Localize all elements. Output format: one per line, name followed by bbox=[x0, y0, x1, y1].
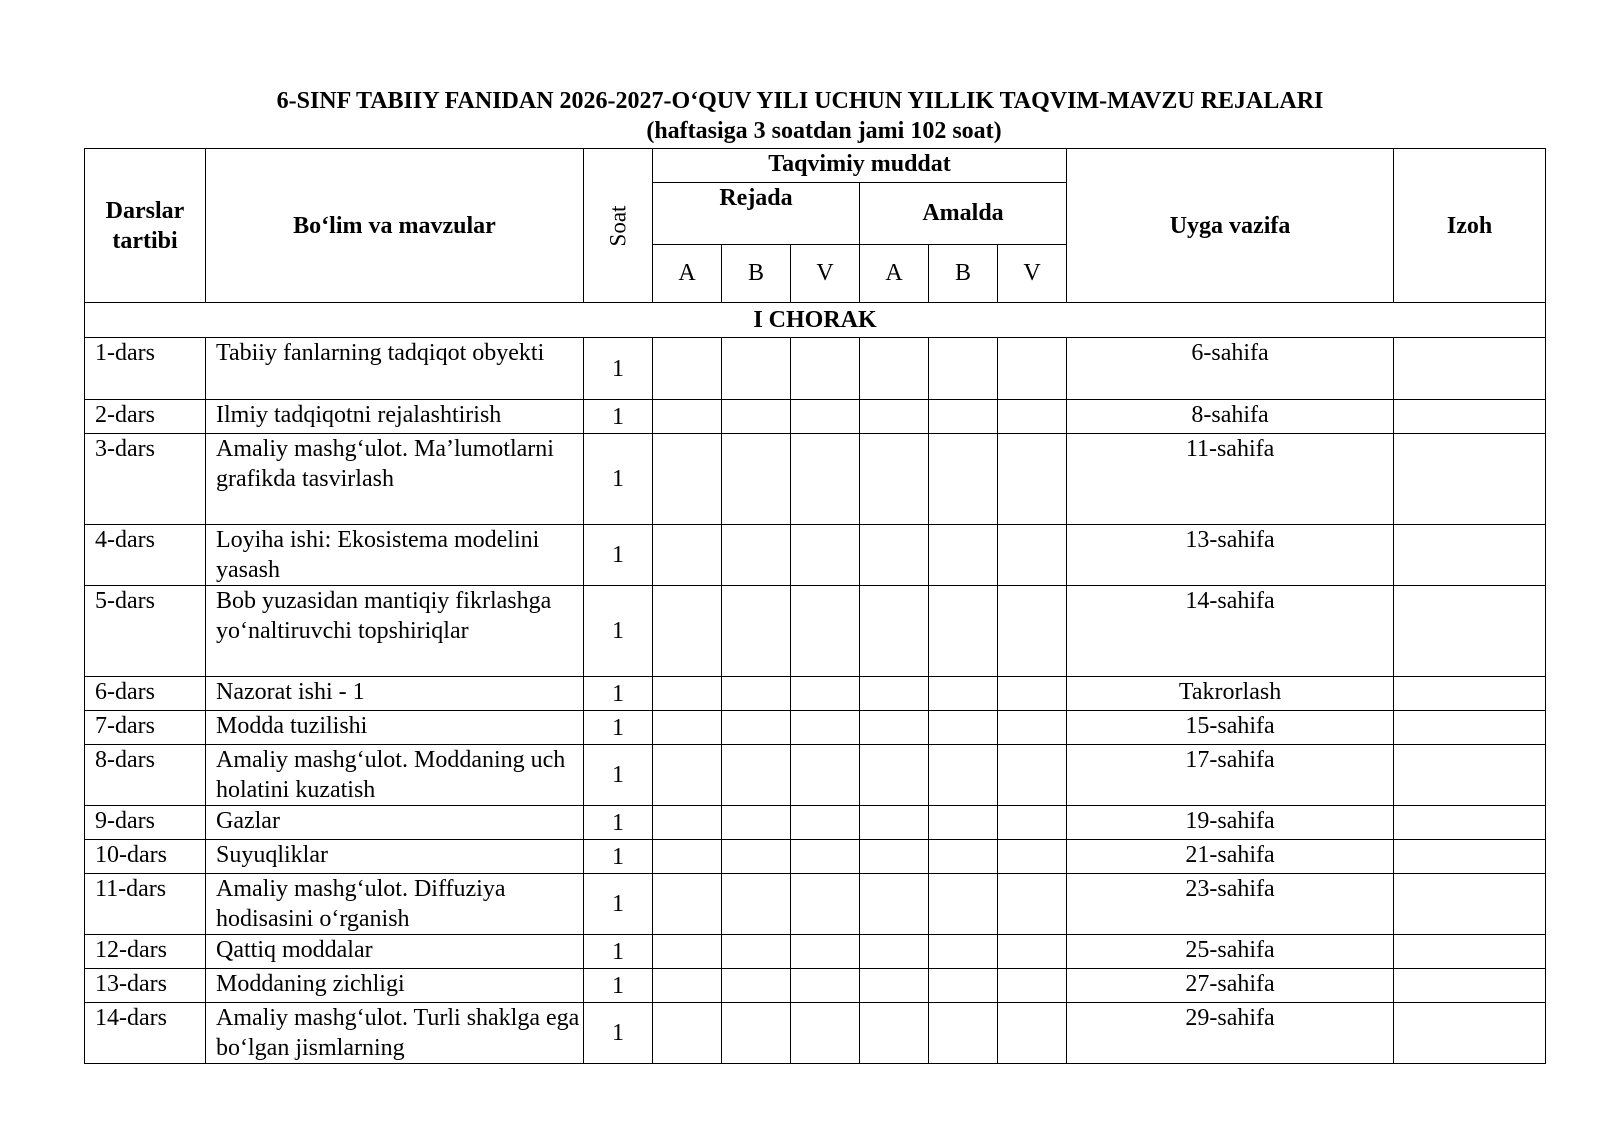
date-cell-planned-a bbox=[653, 586, 722, 677]
date-cell-actual-a bbox=[860, 745, 929, 806]
date-cell-actual-v bbox=[998, 711, 1067, 745]
date-cell-planned-v bbox=[791, 840, 860, 874]
date-cell-actual-a bbox=[860, 338, 929, 400]
lesson-number: 5-dars bbox=[85, 586, 206, 677]
date-cell-planned-b bbox=[722, 711, 791, 745]
date-cell-actual-b bbox=[929, 840, 998, 874]
table-row bbox=[85, 586, 1546, 677]
date-cell-actual-b bbox=[929, 586, 998, 677]
date-cell-planned-b bbox=[722, 745, 791, 806]
date-cell-planned-b bbox=[722, 969, 791, 1003]
date-cell-planned-a bbox=[653, 434, 722, 525]
lesson-topic: Loyiha ishi: Ekosistema modelini yasash bbox=[206, 525, 584, 586]
date-cell-planned-v bbox=[791, 400, 860, 434]
lesson-hours: 1 bbox=[584, 338, 653, 400]
lesson-homework: 17-sahifa bbox=[1067, 745, 1394, 806]
header-hours-label: Soat bbox=[604, 205, 630, 246]
date-cell-planned-a bbox=[653, 874, 722, 935]
lesson-homework: 6-sahifa bbox=[1067, 338, 1394, 400]
date-cell-actual-a bbox=[860, 434, 929, 525]
date-cell-actual-v bbox=[998, 338, 1067, 400]
date-cell-planned-a bbox=[653, 525, 722, 586]
date-cell-actual-a bbox=[860, 935, 929, 969]
lesson-homework: 14-sahifa bbox=[1067, 586, 1394, 677]
date-cell-actual-v bbox=[998, 806, 1067, 840]
lesson-hours: 1 bbox=[584, 745, 653, 806]
date-cell-planned-a bbox=[653, 400, 722, 434]
lesson-number: 2-dars bbox=[85, 400, 206, 434]
table-row bbox=[85, 711, 1546, 745]
section-heading: I CHORAK bbox=[85, 303, 1546, 338]
lesson-topic: Amaliy mashg‘ulot. Ma’lumotlarni grafikda tasvirlash bbox=[206, 434, 584, 525]
header-schedule: Taqvimiy muddat bbox=[653, 149, 1067, 183]
lesson-topic: Tabiiy fanlarning tadqiqot obyekti bbox=[206, 338, 584, 400]
table-header bbox=[85, 149, 1546, 303]
lesson-homework: 21-sahifa bbox=[1067, 840, 1394, 874]
lesson-homework: 27-sahifa bbox=[1067, 969, 1394, 1003]
lesson-number: 10-dars bbox=[85, 840, 206, 874]
document-subtitle: (haftasiga 3 soatdan jami 102 soat) bbox=[646, 118, 1002, 144]
lesson-homework: 11-sahifa bbox=[1067, 434, 1394, 525]
header-order: Darslar tartibi bbox=[85, 149, 206, 303]
date-cell-planned-b bbox=[722, 1003, 791, 1064]
lesson-topic: Amaliy mashg‘ulot. Turli shaklga ega bo‘lgan jismlarning bbox=[206, 1003, 584, 1064]
lesson-number: 11-dars bbox=[85, 874, 206, 935]
lesson-note bbox=[1394, 840, 1546, 874]
table-row bbox=[85, 338, 1546, 400]
date-cell-actual-v bbox=[998, 874, 1067, 935]
date-cell-actual-v bbox=[998, 1003, 1067, 1064]
date-cell-actual-v bbox=[998, 840, 1067, 874]
lesson-topic: Qattiq moddalar bbox=[206, 935, 584, 969]
lesson-homework: 13-sahifa bbox=[1067, 525, 1394, 586]
date-cell-actual-a bbox=[860, 806, 929, 840]
date-cell-actual-a bbox=[860, 525, 929, 586]
lesson-note bbox=[1394, 711, 1546, 745]
lesson-number: 9-dars bbox=[85, 806, 206, 840]
date-cell-planned-a bbox=[653, 338, 722, 400]
header-planned-b: B bbox=[722, 244, 791, 302]
date-cell-planned-v bbox=[791, 338, 860, 400]
date-cell-planned-a bbox=[653, 745, 722, 806]
lesson-number: 14-dars bbox=[85, 1003, 206, 1064]
date-cell-actual-b bbox=[929, 400, 998, 434]
date-cell-planned-v bbox=[791, 969, 860, 1003]
header-planned-v: V bbox=[791, 244, 860, 302]
date-cell-actual-b bbox=[929, 525, 998, 586]
lesson-topic: Amaliy mashg‘ulot. Moddaning uch holatini kuzatish bbox=[206, 745, 584, 806]
date-cell-planned-b bbox=[722, 586, 791, 677]
document-title: 6-SINF TABIIY FANIDAN 2026-2027-O‘QUV YILI UCHUN YILLIK TAQVIM-MAVZU REJALARI bbox=[276, 88, 1324, 114]
date-cell-actual-a bbox=[860, 874, 929, 935]
date-cell-planned-a bbox=[653, 711, 722, 745]
lesson-hours: 1 bbox=[584, 1003, 653, 1064]
header-topics: Bo‘lim va mavzular bbox=[206, 149, 584, 303]
lesson-note bbox=[1394, 874, 1546, 935]
date-cell-planned-a bbox=[653, 806, 722, 840]
table-row bbox=[85, 874, 1546, 935]
lesson-topic: Gazlar bbox=[206, 806, 584, 840]
calendar-plan-table bbox=[84, 148, 1546, 1064]
date-cell-actual-v bbox=[998, 434, 1067, 525]
lesson-topic: Bob yuzasidan mantiqiy fikrlashga yo‘naltiruvchi topshiriqlar bbox=[206, 586, 584, 677]
header-actual-b: B bbox=[929, 244, 998, 302]
date-cell-planned-b bbox=[722, 840, 791, 874]
date-cell-actual-a bbox=[860, 677, 929, 711]
lesson-homework: 25-sahifa bbox=[1067, 935, 1394, 969]
table-row bbox=[85, 840, 1546, 874]
date-cell-planned-v bbox=[791, 525, 860, 586]
lesson-topic: Moddaning zichligi bbox=[206, 969, 584, 1003]
lesson-hours: 1 bbox=[584, 677, 653, 711]
header-homework: Uyga vazifa bbox=[1067, 149, 1394, 303]
lesson-note bbox=[1394, 745, 1546, 806]
date-cell-planned-b bbox=[722, 434, 791, 525]
date-cell-planned-v bbox=[791, 806, 860, 840]
lesson-note bbox=[1394, 969, 1546, 1003]
date-cell-planned-b bbox=[722, 525, 791, 586]
lesson-topic: Modda tuzilishi bbox=[206, 711, 584, 745]
date-cell-planned-v bbox=[791, 1003, 860, 1064]
header-actual-v: V bbox=[998, 244, 1067, 302]
date-cell-actual-a bbox=[860, 1003, 929, 1064]
date-cell-actual-a bbox=[860, 711, 929, 745]
lesson-note bbox=[1394, 806, 1546, 840]
date-cell-actual-v bbox=[998, 677, 1067, 711]
date-cell-planned-v bbox=[791, 745, 860, 806]
table-row bbox=[85, 525, 1546, 586]
lesson-number: 8-dars bbox=[85, 745, 206, 806]
lesson-homework: 19-sahifa bbox=[1067, 806, 1394, 840]
lesson-number: 4-dars bbox=[85, 525, 206, 586]
lesson-topic: Amaliy mashg‘ulot. Diffuziya hodisasini o‘rganish bbox=[206, 874, 584, 935]
date-cell-actual-v bbox=[998, 586, 1067, 677]
lesson-number: 6-dars bbox=[85, 677, 206, 711]
date-cell-planned-v bbox=[791, 434, 860, 525]
lesson-topic: Suyuqliklar bbox=[206, 840, 584, 874]
lesson-hours: 1 bbox=[584, 711, 653, 745]
header-planned-a: A bbox=[653, 244, 722, 302]
lesson-homework: Takrorlash bbox=[1067, 677, 1394, 711]
lesson-number: 1-dars bbox=[85, 338, 206, 400]
lesson-homework: 15-sahifa bbox=[1067, 711, 1394, 745]
lesson-hours: 1 bbox=[584, 806, 653, 840]
header-hours bbox=[584, 149, 653, 303]
lesson-homework: 8-sahifa bbox=[1067, 400, 1394, 434]
date-cell-planned-v bbox=[791, 677, 860, 711]
lesson-number: 13-dars bbox=[85, 969, 206, 1003]
table-row bbox=[85, 434, 1546, 525]
lesson-hours: 1 bbox=[584, 400, 653, 434]
date-cell-actual-v bbox=[998, 525, 1067, 586]
lesson-number: 12-dars bbox=[85, 935, 206, 969]
header-planned: Rejada bbox=[653, 183, 860, 244]
date-cell-actual-b bbox=[929, 969, 998, 1003]
date-cell-planned-a bbox=[653, 1003, 722, 1064]
date-cell-planned-b bbox=[722, 677, 791, 711]
lesson-note bbox=[1394, 935, 1546, 969]
date-cell-planned-a bbox=[653, 677, 722, 711]
date-cell-actual-b bbox=[929, 338, 998, 400]
lesson-topic: Ilmiy tadqiqotni rejalashtirish bbox=[206, 400, 584, 434]
date-cell-actual-v bbox=[998, 400, 1067, 434]
date-cell-actual-v bbox=[998, 969, 1067, 1003]
date-cell-planned-v bbox=[791, 586, 860, 677]
lesson-hours: 1 bbox=[584, 840, 653, 874]
table-row bbox=[85, 806, 1546, 840]
date-cell-actual-v bbox=[998, 745, 1067, 806]
table-row bbox=[85, 969, 1546, 1003]
date-cell-planned-b bbox=[722, 400, 791, 434]
lesson-hours: 1 bbox=[584, 586, 653, 677]
lesson-hours: 1 bbox=[584, 935, 653, 969]
table-row bbox=[85, 677, 1546, 711]
lesson-note bbox=[1394, 338, 1546, 400]
table-body bbox=[85, 303, 1546, 1064]
lesson-number: 7-dars bbox=[85, 711, 206, 745]
date-cell-planned-b bbox=[722, 935, 791, 969]
date-cell-actual-a bbox=[860, 586, 929, 677]
lesson-hours: 1 bbox=[584, 434, 653, 525]
date-cell-planned-b bbox=[722, 338, 791, 400]
table-row bbox=[85, 935, 1546, 969]
lesson-note bbox=[1394, 677, 1546, 711]
date-cell-actual-b bbox=[929, 874, 998, 935]
lesson-hours: 1 bbox=[584, 969, 653, 1003]
date-cell-planned-a bbox=[653, 969, 722, 1003]
date-cell-planned-a bbox=[653, 840, 722, 874]
header-actual-a: A bbox=[860, 244, 929, 302]
lesson-homework: 29-sahifa bbox=[1067, 1003, 1394, 1064]
lesson-homework: 23-sahifa bbox=[1067, 874, 1394, 935]
date-cell-actual-b bbox=[929, 434, 998, 525]
lesson-note bbox=[1394, 586, 1546, 677]
date-cell-actual-b bbox=[929, 677, 998, 711]
date-cell-actual-a bbox=[860, 840, 929, 874]
date-cell-planned-b bbox=[722, 874, 791, 935]
date-cell-planned-v bbox=[791, 935, 860, 969]
lesson-number: 3-dars bbox=[85, 434, 206, 525]
table-row bbox=[85, 745, 1546, 806]
date-cell-planned-v bbox=[791, 874, 860, 935]
date-cell-actual-a bbox=[860, 400, 929, 434]
lesson-hours: 1 bbox=[584, 874, 653, 935]
table-row bbox=[85, 400, 1546, 434]
date-cell-actual-b bbox=[929, 1003, 998, 1064]
date-cell-planned-v bbox=[791, 711, 860, 745]
lesson-note bbox=[1394, 525, 1546, 586]
date-cell-actual-a bbox=[860, 969, 929, 1003]
date-cell-actual-v bbox=[998, 935, 1067, 969]
date-cell-actual-b bbox=[929, 806, 998, 840]
table-row bbox=[85, 1003, 1546, 1064]
lesson-topic: Nazorat ishi - 1 bbox=[206, 677, 584, 711]
lesson-note bbox=[1394, 1003, 1546, 1064]
date-cell-actual-b bbox=[929, 935, 998, 969]
header-note: Izoh bbox=[1394, 149, 1546, 303]
lesson-note bbox=[1394, 434, 1546, 525]
date-cell-planned-b bbox=[722, 806, 791, 840]
lesson-hours: 1 bbox=[584, 525, 653, 586]
header-actual: Amalda bbox=[860, 183, 1067, 244]
date-cell-planned-a bbox=[653, 935, 722, 969]
lesson-note bbox=[1394, 400, 1546, 434]
date-cell-actual-b bbox=[929, 711, 998, 745]
date-cell-actual-b bbox=[929, 745, 998, 806]
